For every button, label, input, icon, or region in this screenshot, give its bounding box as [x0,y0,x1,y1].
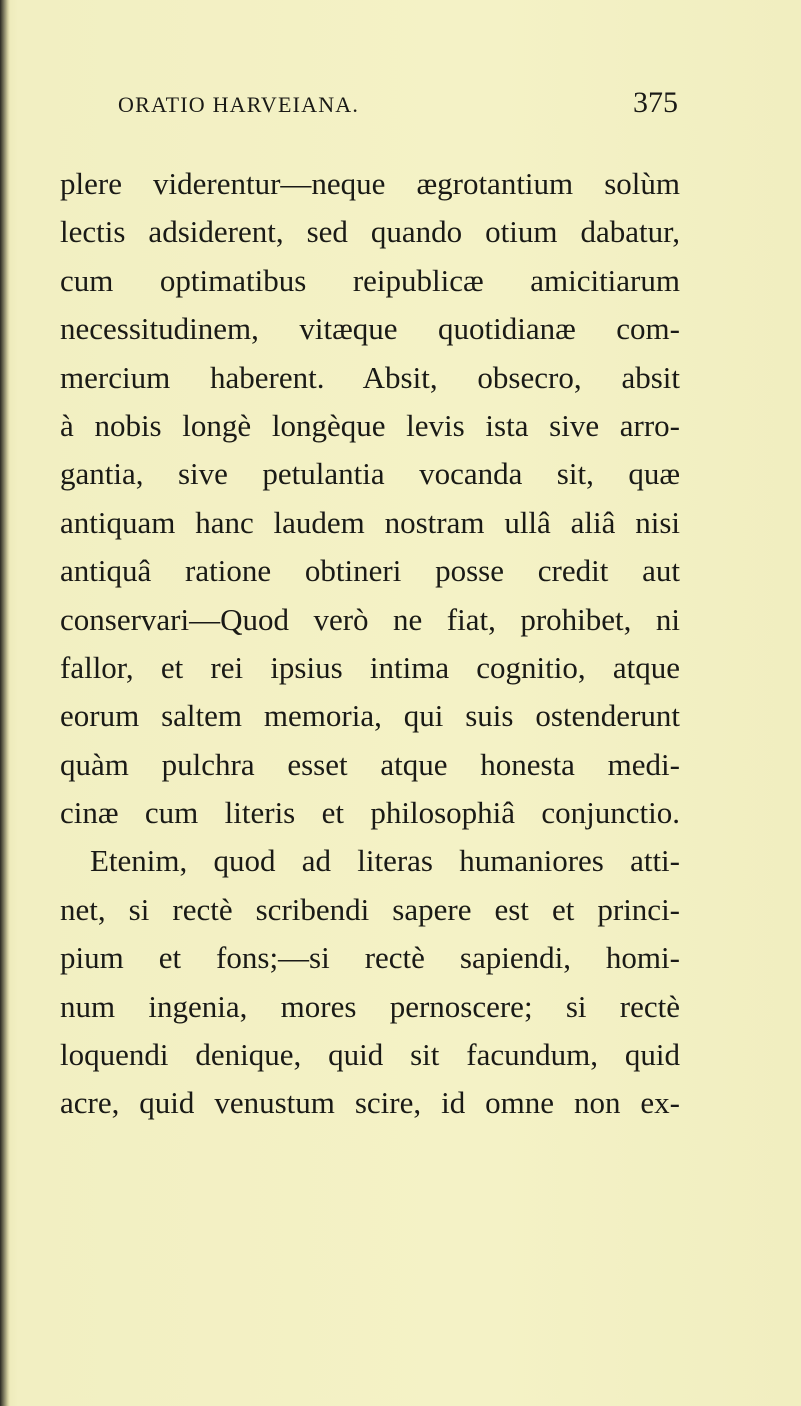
paragraph-first-line: Etenim, quod ad literas humaniores atti- [90,843,680,879]
page-header [118,86,678,126]
text-line: antiquam hanc laudem nostram ullâ aliâ nisi [60,504,680,540]
text-line: loquendi denique, quid sit facundum, quid [60,1037,680,1073]
text-line: pium et fons;—si rectè sapiendi, homi- [60,940,680,976]
text-line: cum optimatibus reipublicæ amicitiarum [60,262,680,298]
text-line: num ingenia, mores pernoscere; si rectè [60,988,680,1024]
page-edge-shadow [0,0,10,1406]
text-line: à nobis longè longèque levis ista sive arro- [60,407,680,443]
running-title: ORATIO HARVEIANA. [118,92,360,117]
text-line: quàm pulchra esset atque honesta medi- [60,746,680,782]
page-number: 375 [633,86,678,119]
body-text [60,160,680,1128]
text-line: necessitudinem, vitæque quotidianæ com- [60,311,680,347]
text-line: gantia, sive petulantia vocanda sit, quæ [60,456,680,492]
text-line: lectis adsiderent, sed quando otium dabatur, [60,214,680,250]
text-line: fallor, et rei ipsius intima cognitio, atque [60,649,680,685]
text-line: conservari—Quod verò ne fiat, prohibet, ni [60,601,680,637]
text-line: plere viderentur—neque ægrotantium solùm [60,166,680,201]
text-line: antiquâ ratione obtineri posse credit aut [60,553,680,589]
text-line: eorum saltem memoria, qui suis ostenderunt [60,698,680,734]
text-line: acre, quid venustum scire, id omne non ex- [60,1085,680,1121]
text-line: mercium haberent. Absit, obsecro, absit [60,359,680,395]
text-line: net, si rectè scribendi sapere est et princi- [60,891,680,927]
text-line: cinæ cum literis et philosophiâ conjunctio. [60,795,680,831]
